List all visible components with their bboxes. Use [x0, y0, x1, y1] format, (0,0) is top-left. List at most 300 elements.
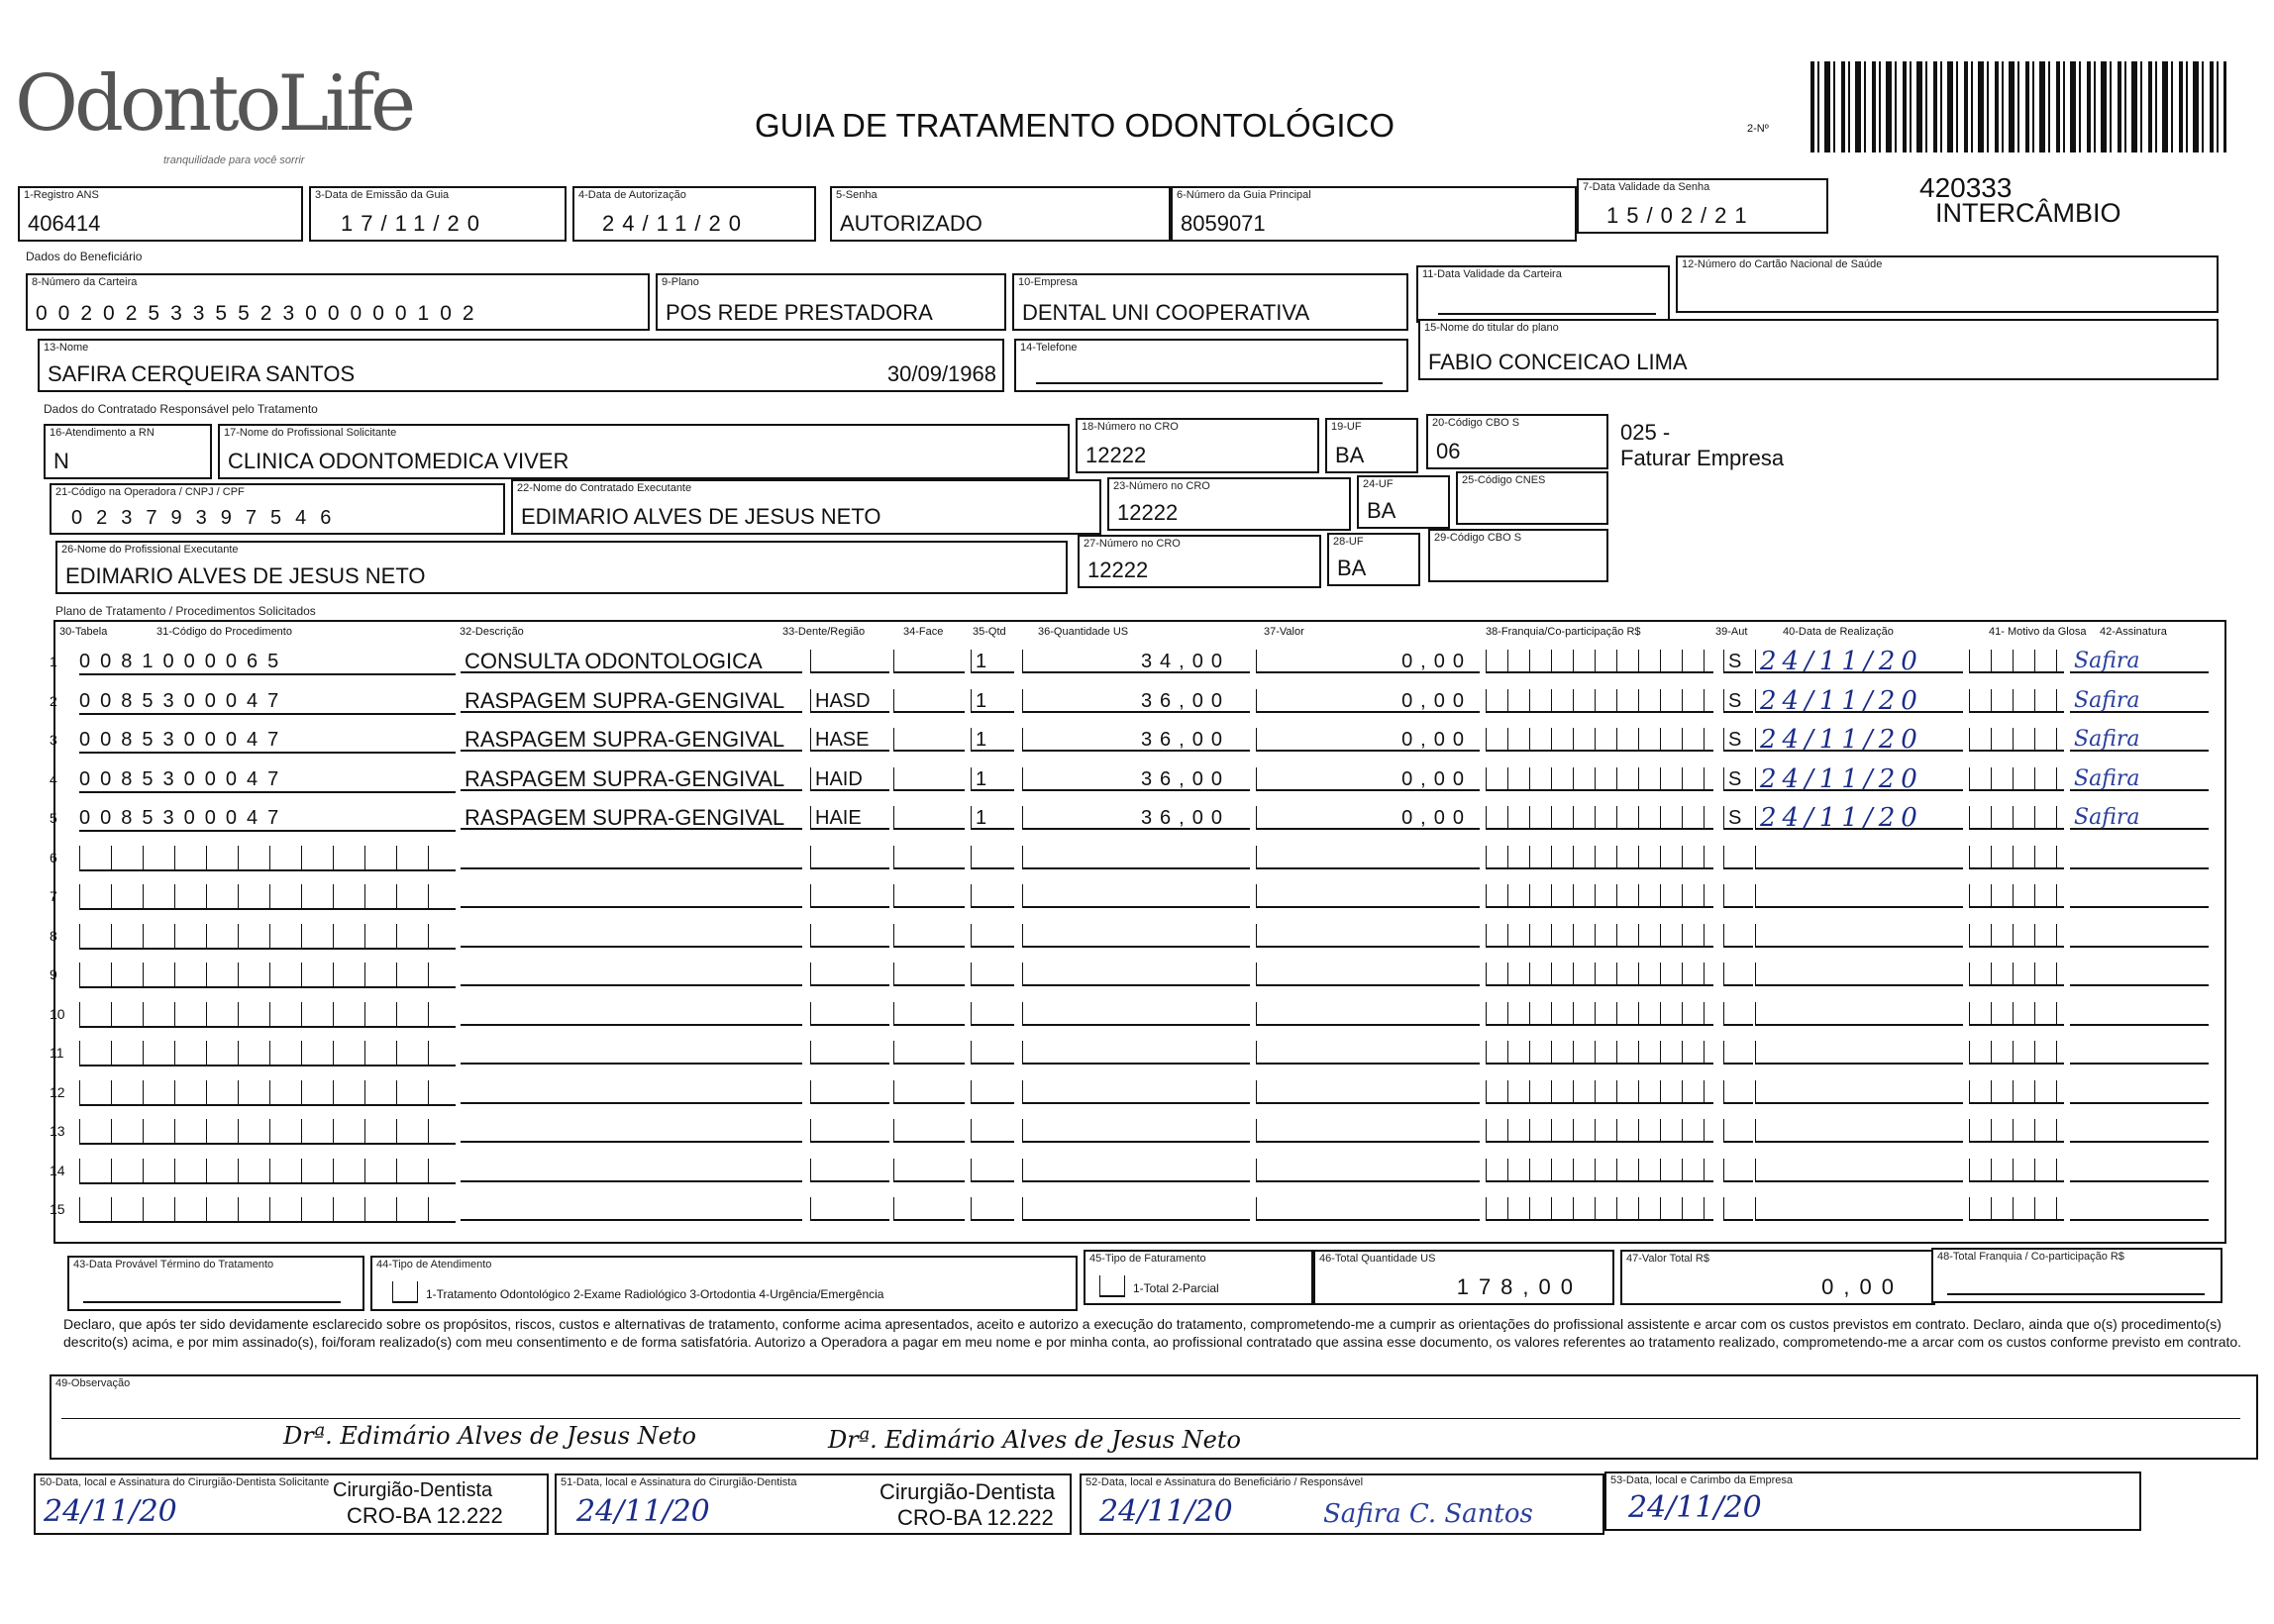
table-row: [50, 685, 2219, 719]
assinatura-52-field[interactable]: 52-Data, local e Assinatura do Beneficiário / Responsável 24/11/20 Safira C. Santos: [1080, 1473, 1604, 1535]
procedure-code[interactable]: [79, 963, 456, 988]
procedure-description[interactable]: [461, 924, 802, 948]
face[interactable]: [893, 1002, 965, 1026]
procedure-code[interactable]: [79, 924, 456, 950]
carimbo-nome-1: Drª. Edimário Alves de Jesus Neto: [283, 1422, 696, 1450]
assinatura-53-field[interactable]: 53-Data, local e Carimbo da Empresa 24/11/20: [1604, 1472, 2141, 1531]
qtd[interactable]: [971, 846, 1014, 869]
quantidade-us[interactable]: 36,00: [1022, 728, 1250, 752]
franquia[interactable]: [1486, 689, 1713, 713]
procedure-code[interactable]: 0081000065: [79, 650, 456, 675]
procedure-code[interactable]: [79, 1119, 456, 1145]
valor[interactable]: 0,00: [1256, 650, 1480, 673]
barcode: [1810, 61, 2226, 152]
autorizacao[interactable]: [1723, 1002, 1753, 1026]
procedure-code[interactable]: [79, 846, 456, 871]
valor[interactable]: 0,00: [1256, 728, 1480, 752]
contratado-section-label: Dados do Contratado Responsável pelo Tratamento: [44, 402, 318, 416]
guia-principal-value: 8059071: [1181, 211, 1266, 236]
valor-total-value: 0,00: [1821, 1274, 1904, 1299]
row-number: 10: [50, 1005, 65, 1022]
valor-total-field[interactable]: 47-Valor Total R$ 0,00: [1620, 1250, 1935, 1305]
procedure-code[interactable]: 0085300047: [79, 689, 456, 715]
valor[interactable]: [1256, 846, 1480, 869]
motivo-glosa[interactable]: [1969, 1197, 2064, 1221]
plano-section-label: Plano de Tratamento / Procedimentos Solicitados: [55, 604, 316, 618]
guide-number: 420333: [1919, 172, 2013, 203]
procedure-description[interactable]: [461, 1041, 802, 1065]
valor[interactable]: [1256, 963, 1480, 986]
dente-regiao[interactable]: HASD: [810, 689, 889, 713]
procedure-description[interactable]: [461, 846, 802, 869]
assinatura[interactable]: [2070, 963, 2209, 986]
row-number: 3: [50, 732, 57, 748]
table-row: [50, 1197, 2219, 1227]
assin-51-cargo: Cirurgião-Dentista: [879, 1479, 1056, 1504]
autorizacao[interactable]: [1723, 884, 1753, 908]
codigo-operadora-field[interactable]: 21-Código na Operadora / CNPJ / CPF 02379397546: [50, 483, 505, 535]
procedure-code[interactable]: [79, 1197, 456, 1223]
assinatura[interactable]: Safira: [2070, 806, 2209, 830]
total-franquia-field[interactable]: 48-Total Franquia / Co-participação R$: [1931, 1248, 2222, 1303]
assin-52-data: 24/11/20: [1099, 1494, 1233, 1529]
assinatura[interactable]: [2070, 846, 2209, 869]
face[interactable]: [893, 728, 965, 752]
row-number: 11: [50, 1045, 64, 1061]
franquia[interactable]: [1486, 650, 1713, 673]
row-number: 4: [50, 770, 57, 787]
table-row: [50, 725, 2219, 758]
uf-24-field[interactable]: 24-UF BA: [1357, 475, 1450, 529]
guide-type: INTERCÂMBIO: [1935, 198, 2121, 228]
data-realizacao[interactable]: [1755, 1119, 1963, 1143]
uf-19-field[interactable]: 19-UF BA: [1325, 418, 1418, 473]
data-realizacao[interactable]: [1755, 1159, 1963, 1182]
face[interactable]: [893, 1041, 965, 1065]
titular-value: FABIO CONCEICAO LIMA: [1428, 350, 1688, 374]
franquia[interactable]: [1486, 767, 1713, 791]
procedure-description[interactable]: RASPAGEM SUPRA-GENGIVAL: [461, 806, 802, 830]
quantidade-us[interactable]: [1022, 1041, 1250, 1065]
assinatura[interactable]: [2070, 1197, 2209, 1221]
procedure-description[interactable]: [461, 1159, 802, 1182]
logo-tagline: tranquilidade para você sorrir: [163, 154, 305, 166]
face[interactable]: [893, 1080, 965, 1104]
dente-regiao[interactable]: [810, 884, 889, 908]
table-row: [50, 763, 2219, 797]
dente-regiao[interactable]: [810, 1119, 889, 1143]
carteira-value: 00202533552300000102: [36, 302, 485, 325]
motivo-glosa[interactable]: [1969, 650, 2064, 673]
assinatura[interactable]: Safira: [2070, 650, 2209, 673]
franquia[interactable]: [1486, 846, 1713, 869]
assinatura[interactable]: Safira: [2070, 689, 2209, 713]
quantidade-us[interactable]: [1022, 1159, 1250, 1182]
data-realizacao[interactable]: [1755, 963, 1963, 986]
face[interactable]: [893, 767, 965, 791]
uf-28-value: BA: [1337, 556, 1367, 580]
autorizacao[interactable]: [1723, 1159, 1753, 1182]
assin-51-cro: CRO-BA 12.222: [897, 1505, 1054, 1530]
data-realizacao[interactable]: [1755, 1197, 1963, 1221]
table-row: [50, 963, 2219, 992]
dente-regiao[interactable]: HAID: [810, 767, 889, 791]
uf-19-value: BA: [1335, 443, 1365, 467]
dente-regiao[interactable]: HASE: [810, 728, 889, 752]
data-realizacao[interactable]: [1755, 846, 1963, 869]
valor[interactable]: 0,00: [1256, 806, 1480, 830]
row-number: 9: [50, 966, 57, 982]
assin-52-beneficiario: Safira C. Santos: [1323, 1499, 1533, 1529]
cro-18-value: 12222: [1085, 443, 1147, 467]
motivo-glosa[interactable]: [1969, 963, 2064, 986]
procedure-description[interactable]: [461, 1080, 802, 1104]
face[interactable]: [893, 846, 965, 869]
qtd[interactable]: 1: [971, 650, 1014, 673]
row-number: 12: [50, 1083, 65, 1100]
tipo-atendimento-field[interactable]: 44-Tipo de Atendimento 1-Tratamento Odontológico 2-Exame Radiológico 3-Ortodontia 4-Urgência/Emergência: [370, 1256, 1078, 1311]
uf-28-field[interactable]: 28-UF BA: [1327, 533, 1420, 586]
qtd[interactable]: [971, 884, 1014, 908]
assin-50-data: 24/11/20: [44, 1494, 177, 1529]
table-row: [50, 924, 2219, 954]
quantidade-us[interactable]: [1022, 1080, 1250, 1104]
tipo-atendimento-checkbox[interactable]: [392, 1281, 418, 1303]
tipo-faturamento-checkbox[interactable]: [1099, 1275, 1125, 1297]
valor[interactable]: [1256, 1159, 1480, 1182]
termino-field[interactable]: 43-Data Provável Término do Tratamento: [67, 1256, 364, 1311]
table-row: [50, 1080, 2219, 1110]
procedure-description[interactable]: [461, 1119, 802, 1143]
motivo-glosa[interactable]: [1969, 1080, 2064, 1104]
franquia[interactable]: [1486, 728, 1713, 752]
valor[interactable]: [1256, 1041, 1480, 1065]
qtd[interactable]: [971, 963, 1014, 986]
table-row: [50, 803, 2219, 836]
quantidade-us[interactable]: [1022, 924, 1250, 948]
qtd[interactable]: [971, 1002, 1014, 1026]
codigo-operadora-value: 02379397546: [71, 507, 346, 529]
data-realizacao[interactable]: 24/11/20: [1755, 650, 1963, 673]
senha-value: AUTORIZADO: [840, 211, 982, 236]
empresa-field[interactable]: 10-Empresa DENTAL UNI COOPERATIVA: [1012, 273, 1408, 331]
franquia[interactable]: [1486, 924, 1713, 948]
dente-regiao[interactable]: [810, 650, 889, 673]
titular-field[interactable]: 15-Nome do titular do plano FABIO CONCEICAO LIMA: [1418, 319, 2219, 380]
assinatura[interactable]: [2070, 1119, 2209, 1143]
dente-regiao[interactable]: [810, 1002, 889, 1026]
face[interactable]: [893, 924, 965, 948]
valor[interactable]: [1256, 924, 1480, 948]
registro-ans-value: 406414: [28, 211, 101, 236]
assin-50-cargo: Cirurgião-Dentista: [333, 1479, 493, 1501]
franquia[interactable]: [1486, 1159, 1713, 1182]
assinatura[interactable]: [2070, 1080, 2209, 1104]
data-autorizacao-field[interactable]: 4-Data de Autorização 24/11/20: [572, 186, 816, 242]
atendimento-rn-value: N: [53, 449, 69, 473]
data-autorizacao-value: 24/11/20: [602, 211, 750, 236]
franquia[interactable]: [1486, 806, 1713, 830]
motivo-glosa[interactable]: [1969, 806, 2064, 830]
qtd[interactable]: 1: [971, 728, 1014, 752]
nome-value: SAFIRA CERQUEIRA SANTOS: [48, 361, 356, 386]
table-row: [50, 1002, 2219, 1032]
procedure-code[interactable]: [79, 1041, 456, 1066]
cro-23-field[interactable]: 23-Número no CRO 12222: [1107, 477, 1351, 531]
profissional-solicitante-value: CLINICA ODONTOMEDICA VIVER: [228, 449, 569, 473]
data-realizacao[interactable]: [1755, 924, 1963, 948]
guia-principal-field[interactable]: 6-Número da Guia Principal 8059071: [1171, 186, 1577, 242]
franquia[interactable]: [1486, 1119, 1713, 1143]
assinatura[interactable]: [2070, 1002, 2209, 1026]
empresa-value: DENTAL UNI COOPERATIVA: [1022, 300, 1310, 325]
franquia[interactable]: [1486, 1080, 1713, 1104]
row-number: 14: [50, 1162, 65, 1178]
procedure-code[interactable]: 0085300047: [79, 806, 456, 832]
procedure-description[interactable]: [461, 884, 802, 908]
cro-23-value: 12222: [1117, 500, 1179, 525]
valor[interactable]: [1256, 1002, 1480, 1026]
autorizacao[interactable]: [1723, 963, 1753, 986]
dente-regiao[interactable]: [810, 963, 889, 986]
senha-field[interactable]: 5-Senha AUTORIZADO: [830, 186, 1171, 242]
row-number: 8: [50, 927, 57, 944]
qtd[interactable]: [971, 1197, 1014, 1221]
qtd[interactable]: [971, 1159, 1014, 1182]
data-realizacao[interactable]: 24/11/20: [1755, 767, 1963, 791]
valor[interactable]: 0,00: [1256, 689, 1480, 713]
motivo-glosa[interactable]: [1969, 689, 2064, 713]
autorizacao[interactable]: [1723, 1119, 1753, 1143]
plano-field[interactable]: 9-Plano POS REDE PRESTADORA: [656, 273, 1006, 331]
franquia[interactable]: [1486, 963, 1713, 986]
assinatura[interactable]: Safira: [2070, 728, 2209, 752]
dente-regiao[interactable]: [810, 1159, 889, 1182]
procedure-description[interactable]: [461, 963, 802, 986]
procedure-description[interactable]: [461, 1002, 802, 1026]
dente-regiao[interactable]: [810, 924, 889, 948]
data-emissao-field[interactable]: 3-Data de Emissão da Guia 17/11/20: [309, 186, 567, 242]
quantidade-us[interactable]: [1022, 846, 1250, 869]
data-realizacao[interactable]: [1755, 1041, 1963, 1065]
row-number: 6: [50, 849, 57, 865]
table-row: [50, 647, 2219, 679]
row-number: 2: [50, 692, 57, 709]
assinatura[interactable]: [2070, 884, 2209, 908]
cns-field[interactable]: 12-Número do Cartão Nacional de Saúde: [1676, 255, 2219, 313]
autorizacao[interactable]: [1723, 1197, 1753, 1221]
assin-51-data: 24/11/20: [576, 1494, 710, 1529]
autorizacao[interactable]: [1723, 1041, 1753, 1065]
dente-regiao[interactable]: [810, 1041, 889, 1065]
face[interactable]: [893, 650, 965, 673]
autorizacao[interactable]: S: [1723, 728, 1753, 752]
franquia[interactable]: [1486, 1197, 1713, 1221]
procedure-code[interactable]: [79, 1159, 456, 1184]
procedure-code[interactable]: [79, 884, 456, 910]
procedure-code[interactable]: 0085300047: [79, 728, 456, 754]
quantidade-us[interactable]: [1022, 963, 1250, 986]
cbo-20-value: 06: [1436, 439, 1461, 463]
cbo-20-field[interactable]: 20-Código CBO S 06: [1426, 414, 1608, 469]
row-number: 5: [50, 810, 57, 826]
cbo-29-field[interactable]: 29-Código CBO S: [1428, 529, 1608, 582]
procedure-code[interactable]: 0085300047: [79, 767, 456, 793]
franquia[interactable]: [1486, 884, 1713, 908]
procedure-description[interactable]: CONSULTA ODONTOLOGICA: [461, 650, 802, 673]
total-us-value: 178,00: [1456, 1274, 1583, 1299]
motivo-glosa[interactable]: [1969, 728, 2064, 752]
procedure-description[interactable]: RASPAGEM SUPRA-GENGIVAL: [461, 728, 802, 752]
tipo-faturamento-field[interactable]: 45-Tipo de Faturamento 1-Total 2-Parcial: [1084, 1250, 1313, 1305]
motivo-glosa[interactable]: [1969, 1002, 2064, 1026]
assinatura[interactable]: Safira: [2070, 767, 2209, 791]
face[interactable]: [893, 1159, 965, 1182]
row-number: 15: [50, 1201, 65, 1217]
assinatura[interactable]: [2070, 1041, 2209, 1065]
assinatura-51-field[interactable]: 51-Data, local e Assinatura do Cirurgião-Dentista 24/11/20 Cirurgião-Dentista CRO-BA 12.222: [555, 1473, 1072, 1535]
data-realizacao[interactable]: 24/11/20: [1755, 806, 1963, 830]
nascimento-value: 30/09/1968: [886, 361, 996, 386]
table-row: [50, 884, 2219, 914]
table-row: [50, 1041, 2219, 1070]
assinatura-50-field[interactable]: 50-Data, local e Assinatura do Cirurgião-Dentista Solicitante 24/11/20 Cirurgião-Dentista CRO-BA 12.222: [34, 1473, 549, 1535]
cro-18-field[interactable]: 18-Número no CRO 12222: [1076, 418, 1319, 473]
qtd[interactable]: [971, 924, 1014, 948]
profissional-executante-field[interactable]: 26-Nome do Profissional Executante EDIMARIO ALVES DE JESUS NETO: [55, 541, 1068, 594]
telefone-field[interactable]: 14-Telefone: [1014, 339, 1408, 392]
quantidade-us[interactable]: [1022, 884, 1250, 908]
validade-carteira-field[interactable]: 11-Data Validade da Carteira: [1416, 265, 1670, 323]
cnes-field[interactable]: 25-Código CNES: [1456, 471, 1608, 525]
procedure-description[interactable]: RASPAGEM SUPRA-GENGIVAL: [461, 689, 802, 713]
autorizacao[interactable]: [1723, 924, 1753, 948]
qtd[interactable]: [971, 1080, 1014, 1104]
procedures-headers: 30-Tabela 31-Código do Procedimento 32-Descrição 33-Dente/Região 34-Face 35-Qtd 36-Quantidade US 37-Valor 38-Franquia/Co-participação R$ 39-Aut 40-Data de Realização 41- Motivo da Glosa 42-Assinatura: [59, 626, 2167, 638]
assin-50-cro: CRO-BA 12.222: [347, 1503, 503, 1528]
qtd[interactable]: 1: [971, 689, 1014, 713]
autorizacao[interactable]: [1723, 1080, 1753, 1104]
table-row: [50, 1119, 2219, 1149]
declaracao-text: Declaro, que após ter sido devidamente esclarecido sobre os propósitos, riscos, custos e alternativas de tratamento, conforme acima apresentados, aceito e autorizo a execução do tratamento, comprometendo-me a cumprir as orientações do profissional assistente e arcar com os custos previstos em contrato. Declaro, ainda que o(s) procedimento(s) descrito(s) acima, e por mim assinado(s), foi/foram realizado(s) com meu consentimento e de forma satisfatória. Autorizo a Operadora a pagar em meu nome e por minha conta, ao profissional contratado que assina esse documento, os valores referentes ao tratamento realizado, comprometendo-me a arcar com os custos conforme previsto em contrato.: [63, 1316, 2242, 1350]
valor[interactable]: [1256, 884, 1480, 908]
autorizacao[interactable]: S: [1723, 689, 1753, 713]
logo-text: OdontoLife: [15, 59, 413, 149]
table-row: [50, 1159, 2219, 1188]
carteira-field[interactable]: 8-Número da Carteira 00202533552300000102: [26, 273, 650, 331]
quantidade-us[interactable]: 34,00: [1022, 650, 1250, 673]
page-title: GUIA DE TRATAMENTO ODONTOLÓGICO: [755, 107, 1395, 144]
observacao-field[interactable]: 49-Observação: [50, 1374, 2258, 1460]
quantidade-us[interactable]: 36,00: [1022, 689, 1250, 713]
guide-number-label: 2-Nº: [1747, 123, 1769, 135]
total-us-field[interactable]: 46-Total Quantidade US 178,00: [1313, 1250, 1614, 1305]
quantidade-us[interactable]: 36,00: [1022, 806, 1250, 830]
qtd[interactable]: [971, 1119, 1014, 1143]
procedure-code[interactable]: [79, 1002, 456, 1028]
motivo-glosa[interactable]: [1969, 767, 2064, 791]
row-number: 1: [50, 654, 57, 669]
aside-code: 025 -: [1620, 420, 1671, 445]
dente-regiao[interactable]: HAIE: [810, 806, 889, 830]
qtd[interactable]: 1: [971, 767, 1014, 791]
profissional-solicitante-field[interactable]: 17-Nome do Profissional Solicitante CLINICA ODONTOMEDICA VIVER: [218, 424, 1070, 479]
valor[interactable]: [1256, 1197, 1480, 1221]
face[interactable]: [893, 963, 965, 986]
data-realizacao[interactable]: [1755, 1002, 1963, 1026]
atendimento-rn-field[interactable]: 16-Atendimento a RN N: [44, 424, 212, 479]
contratado-executante-field[interactable]: 22-Nome do Contratado Executante EDIMARIO ALVES DE JESUS NETO: [511, 479, 1101, 535]
quantidade-us[interactable]: [1022, 1119, 1250, 1143]
profissional-executante-value: EDIMARIO ALVES DE JESUS NETO: [65, 563, 426, 588]
registro-ans-field[interactable]: 1-Registro ANS 406414: [18, 186, 303, 242]
dente-regiao[interactable]: [810, 1197, 889, 1221]
motivo-glosa[interactable]: [1969, 846, 2064, 869]
aside-text: Faturar Empresa: [1620, 446, 1785, 470]
motivo-glosa[interactable]: [1969, 924, 2064, 948]
data-realizacao[interactable]: [1755, 1080, 1963, 1104]
valor[interactable]: [1256, 1119, 1480, 1143]
uf-24-value: BA: [1367, 498, 1396, 523]
motivo-glosa[interactable]: [1969, 1159, 2064, 1182]
qtd[interactable]: [971, 1041, 1014, 1065]
autorizacao[interactable]: S: [1723, 806, 1753, 830]
valor[interactable]: 0,00: [1256, 767, 1480, 791]
face[interactable]: [893, 884, 965, 908]
face[interactable]: [893, 689, 965, 713]
motivo-glosa[interactable]: [1969, 1119, 2064, 1143]
face[interactable]: [893, 806, 965, 830]
quantidade-us[interactable]: 36,00: [1022, 767, 1250, 791]
franquia[interactable]: [1486, 1002, 1713, 1026]
assinatura[interactable]: [2070, 1159, 2209, 1182]
autorizacao[interactable]: S: [1723, 767, 1753, 791]
data-realizacao[interactable]: 24/11/20: [1755, 689, 1963, 713]
assin-53-data: 24/11/20: [1628, 1490, 1762, 1525]
qtd[interactable]: 1: [971, 806, 1014, 830]
cro-27-value: 12222: [1087, 558, 1149, 582]
quantidade-us[interactable]: [1022, 1197, 1250, 1221]
valor[interactable]: [1256, 1080, 1480, 1104]
row-number: 13: [50, 1123, 65, 1139]
row-number: 7: [50, 888, 57, 904]
franquia[interactable]: [1486, 1041, 1713, 1065]
dente-regiao[interactable]: [810, 846, 889, 869]
autorizacao[interactable]: S: [1723, 650, 1753, 673]
motivo-glosa[interactable]: [1969, 1041, 2064, 1065]
quantidade-us[interactable]: [1022, 1002, 1250, 1026]
motivo-glosa[interactable]: [1969, 884, 2064, 908]
assinatura[interactable]: [2070, 924, 2209, 948]
data-emissao-value: 17/11/20: [341, 211, 488, 236]
cro-27-field[interactable]: 27-Número no CRO 12222: [1078, 535, 1321, 588]
plano-value: POS REDE PRESTADORA: [666, 300, 933, 325]
procedure-description[interactable]: [461, 1197, 802, 1221]
face[interactable]: [893, 1119, 965, 1143]
dente-regiao[interactable]: [810, 1080, 889, 1104]
table-row: [50, 846, 2219, 875]
carimbo-nome-2: Drª. Edimário Alves de Jesus Neto: [828, 1426, 1241, 1454]
validade-senha-field[interactable]: 7-Data Validade da Senha 15/02/21: [1577, 178, 1828, 234]
procedure-description[interactable]: RASPAGEM SUPRA-GENGIVAL: [461, 767, 802, 791]
procedure-code[interactable]: [79, 1080, 456, 1106]
data-realizacao[interactable]: 24/11/20: [1755, 728, 1963, 752]
nome-field[interactable]: 13-Nome SAFIRA CERQUEIRA SANTOS 30/09/1968: [38, 339, 1004, 392]
contratado-executante-value: EDIMARIO ALVES DE JESUS NETO: [521, 504, 881, 529]
face[interactable]: [893, 1197, 965, 1221]
data-realizacao[interactable]: [1755, 884, 1963, 908]
autorizacao[interactable]: [1723, 846, 1753, 869]
